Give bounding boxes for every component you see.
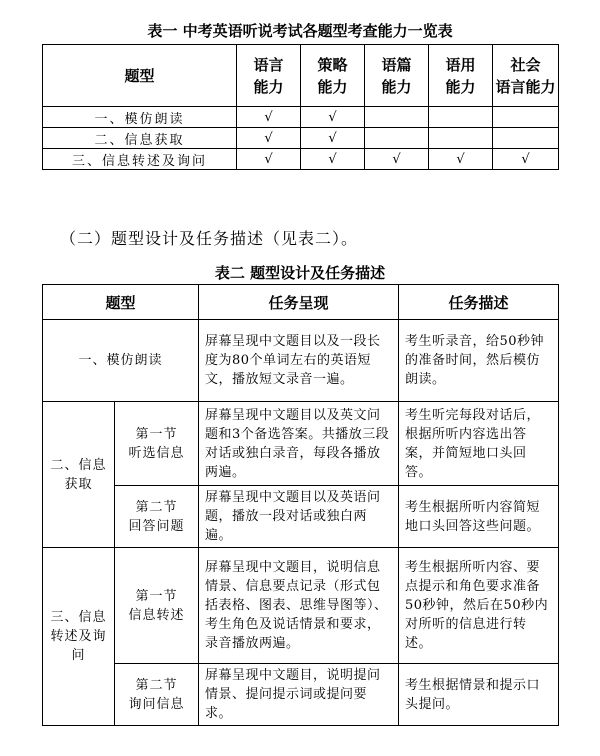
check-mark: √ [365, 149, 429, 170]
table-row [43, 664, 559, 726]
subsection-label: 第二节 回答问题 [115, 486, 199, 548]
check-mark: √ [301, 107, 365, 128]
check-mark [429, 107, 493, 128]
task-table [42, 284, 559, 726]
check-mark: √ [493, 149, 559, 170]
task-presentation: 屏幕呈现中文题目以及一段长度为80个单词左右的英语短文，播放短文录音一遍。 [199, 320, 399, 402]
row-type: 三、信息转述及询问 [43, 149, 237, 170]
header-presentation: 任务呈现 [199, 285, 399, 320]
section-heading: （二）题型设计及任务描述（见表二）。 [60, 229, 359, 248]
table-row [43, 128, 559, 149]
table-row [43, 486, 559, 548]
table-row [43, 320, 559, 402]
task-presentation: 屏幕呈现中文题目，说明信息情景、信息要点记录（形式包括表格、图表、思维导图等）、考生角色及说话情景和要求，录音播放两遍。 [199, 548, 399, 664]
check-mark: √ [237, 107, 301, 128]
subsection-label: 第一节 信息转述 [115, 548, 199, 664]
task-description: 考生根据所听内容简短地口头回答这些问题。 [399, 486, 559, 548]
check-mark: √ [301, 128, 365, 149]
check-mark: √ [237, 149, 301, 170]
task-description: 考生根据情景和提示口头提问。 [399, 664, 559, 726]
task-presentation: 屏幕呈现中文题目以及英语问题，播放一段对话或独白两遍。 [199, 486, 399, 548]
table1-caption: 表一 中考英语听说考试各题型考查能力一览表 [147, 22, 453, 40]
table-row [43, 107, 559, 128]
subsection-label: 第一节 听选信息 [115, 402, 199, 486]
check-mark [493, 107, 559, 128]
table-row [43, 149, 559, 170]
table2-caption: 表二 题型设计及任务描述 [214, 264, 386, 282]
header-type: 题型 [43, 285, 199, 320]
header-language: 语言 能力 [237, 45, 301, 107]
check-mark [429, 128, 493, 149]
subsection-label: 第二节 询问信息 [115, 664, 199, 726]
section-label: 三、信息转述及询问 [43, 548, 115, 726]
section-label: 二、信息获取 [43, 402, 115, 548]
task-description: 考生听完每段对话后，根据所听内容选出答案，并简短地口头回答。 [399, 402, 559, 486]
check-mark [493, 128, 559, 149]
check-mark [365, 128, 429, 149]
task-description: 考生听录音，给50秒钟的准备时间，然后模仿朗读。 [399, 320, 559, 402]
check-mark: √ [237, 128, 301, 149]
header-description: 任务描述 [399, 285, 559, 320]
task-presentation: 屏幕呈现中文题目，说明提问情景、提问提示词或提问要求。 [199, 664, 399, 726]
header-discourse: 语篇 能力 [365, 45, 429, 107]
section-label: 一、模仿朗读 [43, 320, 199, 402]
table-row [43, 402, 559, 486]
header-type: 题型 [43, 45, 237, 107]
header-social: 社会 语言能力 [493, 45, 559, 107]
check-mark: √ [301, 149, 365, 170]
header-strategy: 策略 能力 [301, 45, 365, 107]
row-type: 一、模仿朗读 [43, 107, 237, 128]
task-description: 考生根据所听内容、要点提示和角色要求准备50秒钟，然后在50秒内对所听的信息进行转述。 [399, 548, 559, 664]
check-mark: √ [429, 149, 493, 170]
table-row [43, 548, 559, 664]
header-pragmatic: 语用 能力 [429, 45, 493, 107]
ability-table [42, 44, 559, 170]
task-presentation: 屏幕呈现中文题目以及英文问题和3个备选答案。共播放三段对话或独白录音，每段各播放两遍。 [199, 402, 399, 486]
row-type: 二、信息获取 [43, 128, 237, 149]
check-mark [365, 107, 429, 128]
